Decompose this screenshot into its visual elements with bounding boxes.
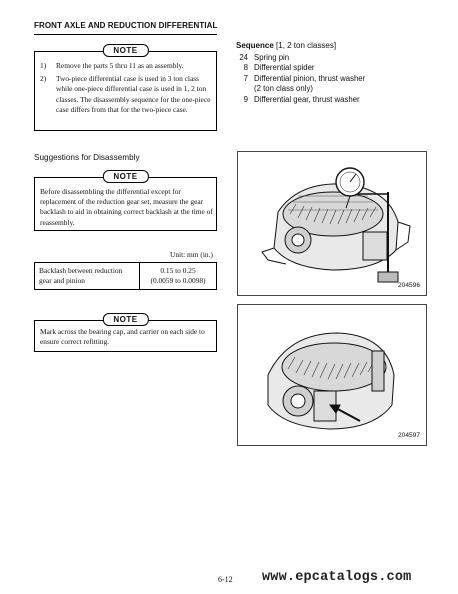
unit-label: Unit: mm (in.) [170,250,213,259]
note-text: Mark across the bearing cap, and carrier on each side to ensure correct refitting. [40,327,205,347]
spec-row-label: Backlash between reduction gear and pinion [35,263,140,290]
note-item-text: Two-piece differential case is used in 3 ton class while one-piece differential case is used in 1, 2 ton classes. The disassembly sequence for the one-piece case differs from that for the two-piece case. [56,74,211,114]
sequence-heading [236,41,336,50]
note-item [40,74,211,115]
note-label: NOTE [102,170,148,183]
sequence-item-text: (2 ton class only) [254,84,313,94]
note-box-backlash [34,172,217,231]
sequence-item-number: 24 [239,53,248,62]
spec-value-cell [140,263,217,290]
note-label: NOTE [102,313,148,326]
note-list [40,61,211,118]
marking-bearing-cap-illustration [238,305,426,445]
sequence-heading-bold: Sequence [236,41,274,50]
sequence-item [236,74,365,84]
figure-number: 204597 [397,432,420,439]
sequence-item [236,95,365,105]
note-label: NOTE [102,44,148,57]
spec-value-mm: 0.15 to 0.25 [160,266,196,275]
page-number: 6-12 [218,575,233,584]
sequence-heading-rest: [1, 2 ton classes] [273,41,337,50]
sequence-item [236,84,365,94]
header-rule [34,34,217,35]
sequence-item-text: Differential pinion, thrust washer [254,73,366,83]
sequence-item-number: 8 [243,63,248,73]
table-row [35,263,217,290]
sequence-item-number: 9 [243,94,248,104]
note-item [40,61,211,71]
sequence-item [236,53,365,63]
note-text: Before disassembling the differential except for replacement of the reduction gear set, measure the gear backlash to aid in obtaining correct backlash at the time of reassembly. [40,187,213,227]
figure-dial-indicator [237,151,427,296]
note-item-number: 2) [40,74,47,84]
suggestions-heading: Suggestions for Disassembly [34,153,140,162]
sequence-item-text: Differential gear, thrust washer [254,94,360,104]
sequence-item-number: 7 [243,73,248,83]
dial-indicator-on-differential-illustration [238,152,426,295]
section-title: FRONT AXLE AND REDUCTION DIFFERENTIAL [34,21,218,30]
sequence-list [236,53,365,105]
figure-marking-cap [237,304,427,446]
note-box-marking [34,315,217,352]
sequence-item [236,63,365,73]
note-item-number: 1) [40,61,47,70]
spec-value-in: (0.0059 to 0.0098) [150,276,206,285]
watermark: www.epcatalogs.com [262,570,412,585]
note-item-text: Remove the parts 5 thru 11 as an assembly. [56,61,184,70]
backlash-spec-table [34,262,217,290]
sequence-item-text: Spring pin [254,53,290,62]
figure-number: 204596 [397,282,420,289]
sequence-item-text: Differential spider [254,63,315,73]
note-box-parts [34,46,217,131]
